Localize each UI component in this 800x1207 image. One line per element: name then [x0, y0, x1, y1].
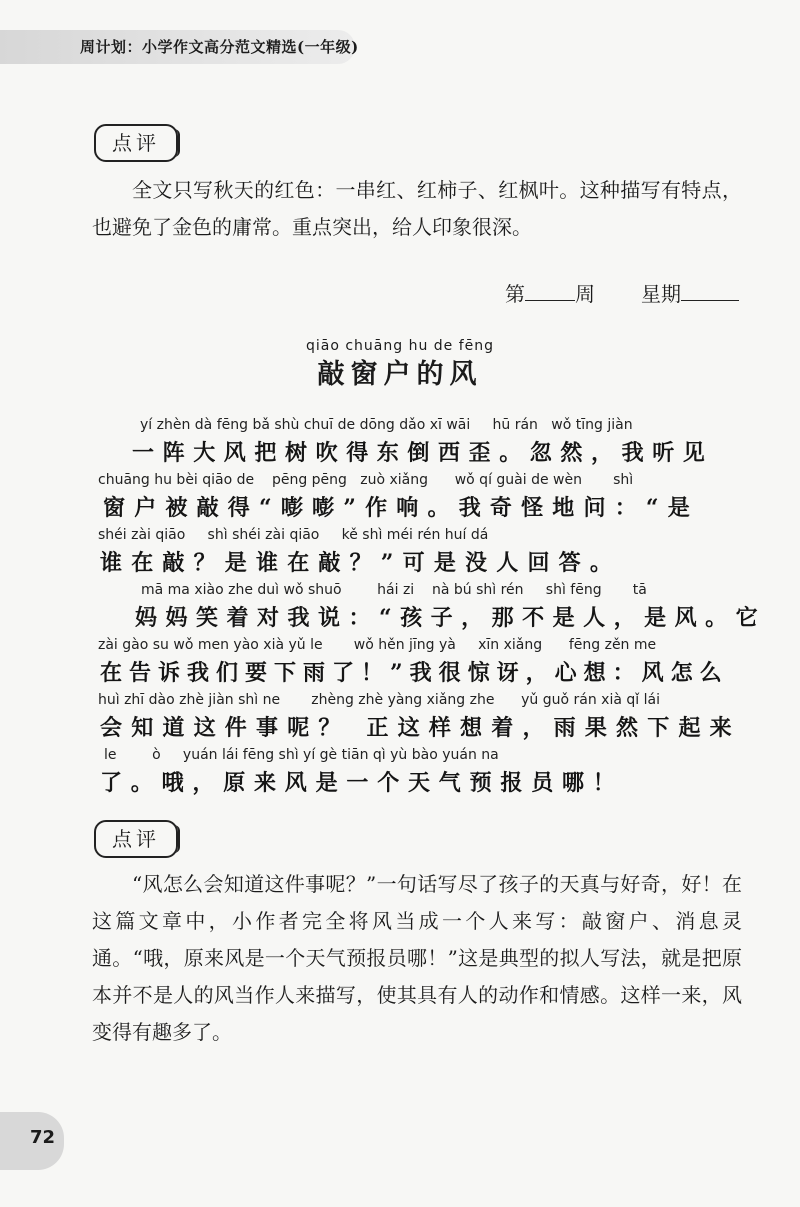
text-line: 谁在敲？是谁在敲？”可是没人回答。 [100, 550, 622, 576]
comment-paragraph: 全文只写秋天的红色：一串红、红柿子、红枫叶。这种描写有特点，也避免了金色的庸常。重点突出，给人印象很深。 [92, 178, 742, 239]
running-header: 周计划：小学作文高分范文精选(一年级) [80, 38, 359, 56]
text-line: 会知道这件事呢？ 正这样想着，雨果然下起来 [100, 715, 741, 741]
week-label-di: 第 [505, 282, 525, 306]
pinyin-line: mā ma xiào zhe duì wǒ shuō hái zi nà bú shì rén shì fēng tā [141, 582, 647, 598]
text-line: 一阵大风把树吹得东倒西歪。忽然，我听见 [132, 440, 714, 466]
pinyin-line: shéi zài qiāo shì shéi zài qiāo kě shì méi rén huí dá [98, 527, 489, 543]
week-label-zhou: 周 [575, 282, 595, 306]
essay-title: 敲窗户的风 [317, 359, 483, 390]
weekday-blank [681, 282, 739, 301]
text-line: 窗户被敲得“嘭嘭”作响。我奇怪地问：“是 [103, 495, 699, 521]
weekday-label: 星期 [641, 282, 681, 306]
pinyin-line: le ò yuán lái fēng shì yí gè tiān qì yù bào yuán na [104, 747, 499, 763]
pinyin-line: yí zhèn dà fēng bǎ shù chuī de dōng dǎo xī wāi hū rán wǒ tīng jiàn [140, 417, 633, 433]
pinyin-line: chuāng hu bèi qiāo de pēng pēng zuò xiǎng wǒ qí guài de wèn shì [98, 472, 634, 488]
title-pinyin: qiāo chuāng hu de fēng [305, 338, 495, 354]
text-line: 妈妈笑着对我说：“孩子，那不是人，是风。它 [135, 605, 767, 631]
text-line: 了。哦，原来风是一个天气预报员哪！ [100, 770, 624, 796]
comment-badge: 点评 [94, 124, 178, 162]
pinyin-line: huì zhī dào zhè jiàn shì ne zhèng zhè yàng xiǎng zhe yǔ guǒ rán xià qǐ lái [98, 692, 660, 708]
comment-badge: 点评 [94, 820, 178, 858]
pinyin-line: zài gào su wǒ men yào xià yǔ le wǒ hěn jīng yà xīn xiǎng fēng zěn me [98, 637, 657, 653]
week-blank [525, 282, 575, 301]
comment-paragraph: “风怎么会知道这件事呢？”一句话写尽了孩子的天真与好奇，好！在这篇文章中，小作者完全将风当成一个人来写：敲窗户、消息灵通。“哦，原来风是一个天气预报员哪！”这是典型的拟人写法，就是把原本并不是人的风当作人来描写，使其具有人的动作和情感。这样一来，风变得有趣多了。 [92, 872, 742, 1044]
page-number: 72 [30, 1127, 56, 1148]
week-fill-in [505, 278, 739, 307]
text-line: 在告诉我们要下雨了！”我很惊讶，心想：风怎么 [100, 660, 729, 686]
